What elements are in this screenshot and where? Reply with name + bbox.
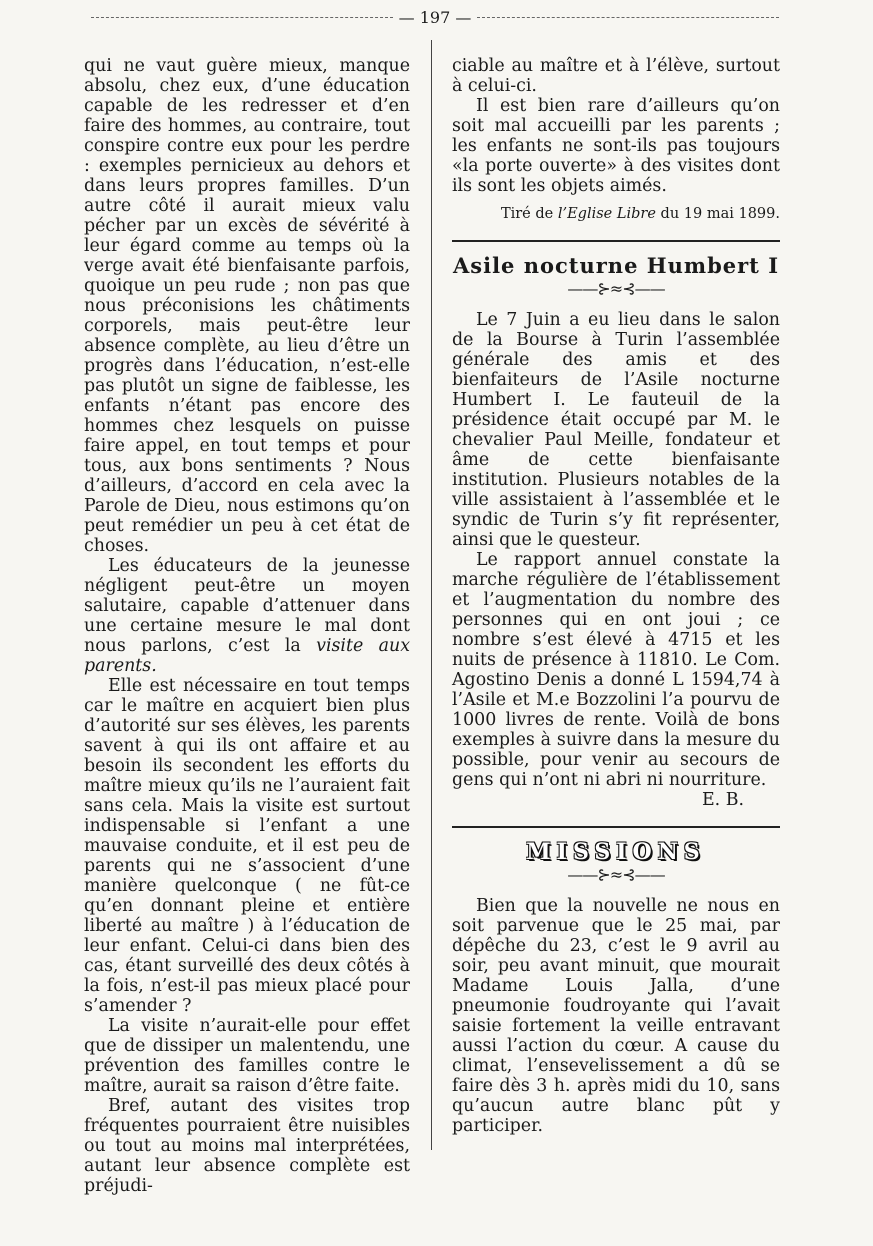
article-paragraph: Bien que la nouvelle ne nous en soit parvenue que le 25 mai, par dépêche du 23, c’est le 9 avril au soir, peu avant minuit, que mourait Madame Louis Jalla, d’une pneumonie foudroyante qui l’avait saisie fortement la veille entravant aussi l’action du cœur. A cause du climat, l’ensevelissement a dû se faire dès 3 h. après midi du 10, sans qu’aucun autre blanc pût y participer. (452, 896, 780, 1136)
article-paragraph: Le 7 Juin a eu lieu dans le salon de la Bourse à Turin l’assemblée générale des amis et des bienfaiteurs de l’Asile nocturne Humbert I. Le fauteuil de la présidence était occupé par M. le chevalier Paul Meille, fondateur et âme de cette bienfaisante institution. Plusieurs notables de la ville assistaient à l’assemblée et le syndic de Turin s’y fit représenter, ainsi que le questeur. (452, 310, 780, 550)
section-rule (452, 240, 780, 242)
article-paragraph: Il est bien rare d’ailleurs qu’on soit mal accueilli par les parents ; les enfants ne sont-ils pas toujours «la porte ouverte» à des visites dont ils sont les objets aimés. (452, 96, 780, 196)
section-rule (452, 826, 780, 828)
ornament-divider: ——⊱≈⊰—— (567, 279, 665, 298)
column-divider (431, 40, 432, 1150)
article-paragraph (84, 556, 410, 676)
article-paragraph: La visite n’aurait-elle pour effet que de dissiper un malentendu, une prévention des familles contre le maître, aurait sa raison d’être faite. (84, 1016, 410, 1096)
source-citation (452, 204, 780, 224)
header-rule-right (477, 17, 779, 18)
emphasis-text: visite aux parents. (84, 636, 411, 676)
article-paragraph: qui ne vaut guère mieux, manque absolu, chez eux, d’une éducation capable de les redresser et d’en faire des hommes, au contraire, tout conspire contre eux pour les perdre : exemples pernicieux au dehors et dans leurs propres familles. D’un autre côté il aurait mieux valu pécher par un excès de sévérité à leur égard comme au temps où la verge avait été bienfaisante parfois, quoique un peu rude ; non pas que nous préconisions les châtiments corporels, mais peut-être leur absence complète, au lieu d’être un progrès dans l’éducation, n’est-elle pas plutôt un signe de faiblesse, les enfants n’étant pas encore des hommes chez lesquels on puisse faire appel, en tout temps et pour tous, aux bons sentiments ? Nous d’ailleurs, d’accord en cela avec la Parole de Dieu, nous estimons qu’on peut remédier un peu à cet état de choses. (84, 56, 410, 556)
article-paragraph: Le rapport annuel constate la marche régulière de l’établissement et l’augmentation du nombre des personnes qui en ont joui ; ce nombre s’est élevé à 4715 et les nuits de présence à 11810. Le Com. Agostino Denis a donné L 1594,74 à l’Asile et M.e Bozzolini l’a pourvu de 1000 livres de rente. Voilà de bons exemples à suivre dans la mesure du possible, pour venir au secours de gens qui n’ont ni abri ni nourriture. (452, 550, 780, 790)
page-number: — 197 — (398, 8, 472, 27)
source-journal: l’Eglise Libre (557, 206, 656, 222)
article-paragraph: Elle est nécessaire en tout temps car le maître en acquiert bien plus d’autorité sur ses élèves, les parents savent à qui ils ont affaire et au besoin ils secondent les efforts du maître mieux qu’ils ne l’auraient fait sans cela. Mais la visite est surtout indispensable si l’enfant a une mauvaise conduite, et il est peu de parents qui ne s’associent d’une manière quelconque ( ne fût-ce qu’en donnant pleine et entière liberté au maître ) à l’éducation de leur enfant. Celui-ci dans bien des cas, étant surveillé des deux côtés à la fois, n’est-il pas mieux placé pour s’amender ? (84, 676, 410, 1016)
signature: E. B. (701, 790, 744, 810)
left-column (84, 56, 410, 1196)
page-header (85, 8, 785, 27)
ornament-divider: ——⊱≈⊰—— (567, 865, 665, 884)
missions-title: MISSIONS (526, 839, 706, 865)
source-date: du 19 mai 1899. (660, 206, 780, 222)
header-rule-left (91, 17, 393, 18)
article-text: Les éducateurs de la jeunesse négligent peut-être un moyen salutaire, capable d’attenuer dans une certaine mesure le mal dont nous parlons, c’est la (84, 556, 410, 656)
article-paragraph: Bref, autant des visites trop fréquentes pourraient être nuisibles ou tout au moins mal interprétées, autant leur absence complète est préjudi- (84, 1096, 410, 1196)
article-paragraph: ciable au maître et à l’élève, surtout à celui-ci. (452, 56, 780, 96)
asile-title: Asile nocturne Humbert I (452, 253, 780, 278)
right-column (452, 56, 780, 1136)
source-prefix: Tiré de (500, 206, 554, 222)
